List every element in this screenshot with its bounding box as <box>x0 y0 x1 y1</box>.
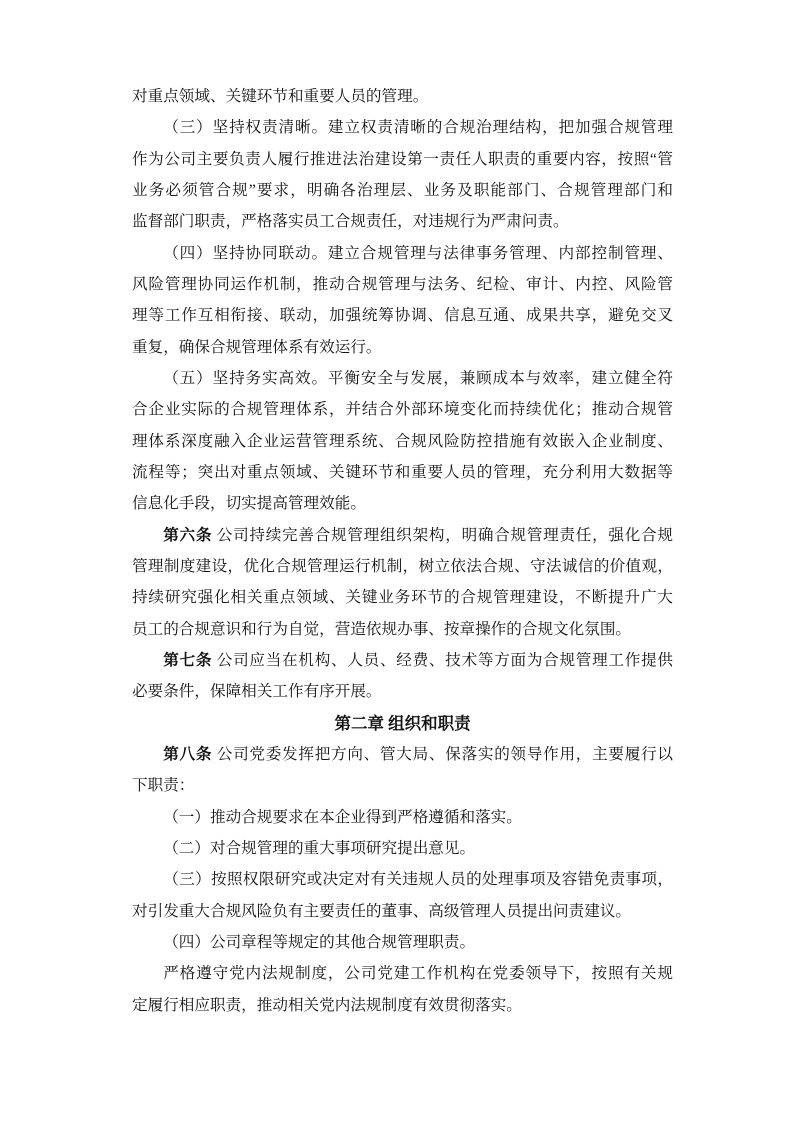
text-line: 员工的合规意识和行为自觉，营造依规办事、按章操作的合规文化氛围。 <box>132 620 632 638</box>
text-line: 对引发重大合规风险负有主要责任的董事、高级管理人员提出问责建议。 <box>132 902 632 920</box>
text-line <box>132 645 673 676</box>
text-line: 持续研究强化相关重点领域、关键业务环节的合规管理建设，不断提升广大 <box>132 589 673 607</box>
text-line: 下职责： <box>132 777 195 795</box>
text-line: （一）推动合规要求在本企业得到严格遵循和落实。 <box>163 808 522 826</box>
text-line: 流程等；突出对重点领域、关键环节和重要人员的管理，充分利用大数据等 <box>132 463 673 481</box>
document-text-block <box>132 81 673 1021</box>
text-line: （二）对合规管理的重大事项研究提出意见。 <box>163 839 476 857</box>
text-line: 对重点领域、关键环节和重要人员的管理。 <box>132 88 429 105</box>
text-line: （四）公司章程等规定的其他合规管理职责。 <box>163 933 476 951</box>
text-line: （三）坚持权责清晰。建立权责清晰的合规治理结构，把加强合规管理 <box>163 119 673 137</box>
line-text: 公司持续完善合规管理组织架构，明确合规管理责任，强化合规 <box>212 526 673 544</box>
line-text: 公司应当在机构、人员、经费、技术等方面为合规管理工作提供 <box>212 651 673 669</box>
text-line: 业务必须管合规”要求，明确各治理层、业务及职能部门、合规管理部门和 <box>132 181 673 199</box>
text-line: 信息化手段，切实提高管理效能。 <box>132 495 366 513</box>
text-line: 管理制度建设，优化合规管理运行机制，树立依法合规、守法诚信的价值观， <box>132 557 673 575</box>
text-line: （四）坚持协同联动。建立合规管理与法律事务管理、内部控制管理、 <box>163 244 673 262</box>
text-line <box>132 520 673 551</box>
text-line: 必要条件，保障相关工作有序开展。 <box>132 683 382 701</box>
article-number: 第六条 <box>163 526 213 544</box>
text-line: 合企业实际的合规管理体系，并结合外部环境变化而持续优化；推动合规管 <box>132 401 673 419</box>
text-line: 作为公司主要负责人履行推进法治建设第一责任人职责的重要内容，按照“管 <box>132 150 673 168</box>
text-line: 理体系深度融入企业运营管理系统、合规风险防控措施有效嵌入企业制度、 <box>132 432 673 450</box>
article-number: 第八条 <box>163 745 213 763</box>
text-line: 定履行相应职责，推动相关党内法规制度有效贯彻落实。 <box>132 996 522 1014</box>
text-line: 重复，确保合规管理体系有效运行。 <box>132 338 382 356</box>
text-line: 理等工作互相衔接、联动，加强统筹协调、信息互通、成果共享，避免交叉 <box>132 307 673 325</box>
text-line: （三）按照权限研究或决定对有关违规人员的处理事项及容错免责事项， <box>163 871 673 889</box>
article-number: 第七条 <box>163 651 213 669</box>
text-line <box>132 739 673 770</box>
text-line: （五）坚持务实高效。平衡安全与发展，兼顾成本与效率，建立健全符 <box>163 369 673 387</box>
text-line: 严格遵守党内法规制度，公司党建工作机构在党委领导下，按照有关规 <box>163 965 673 983</box>
chapter-heading: 第二章 组织和职责 <box>334 713 471 733</box>
text-line: 风险管理协同运作机制，推动合规管理与法务、纪检、审计、内控、风险管 <box>132 275 673 293</box>
text-line: 监督部门职责，严格落实员工合规责任，对违规行为严肃问责。 <box>132 213 569 231</box>
line-text: 公司党委发挥把方向、管大局、保落实的领导作用，主要履行以 <box>212 745 673 763</box>
